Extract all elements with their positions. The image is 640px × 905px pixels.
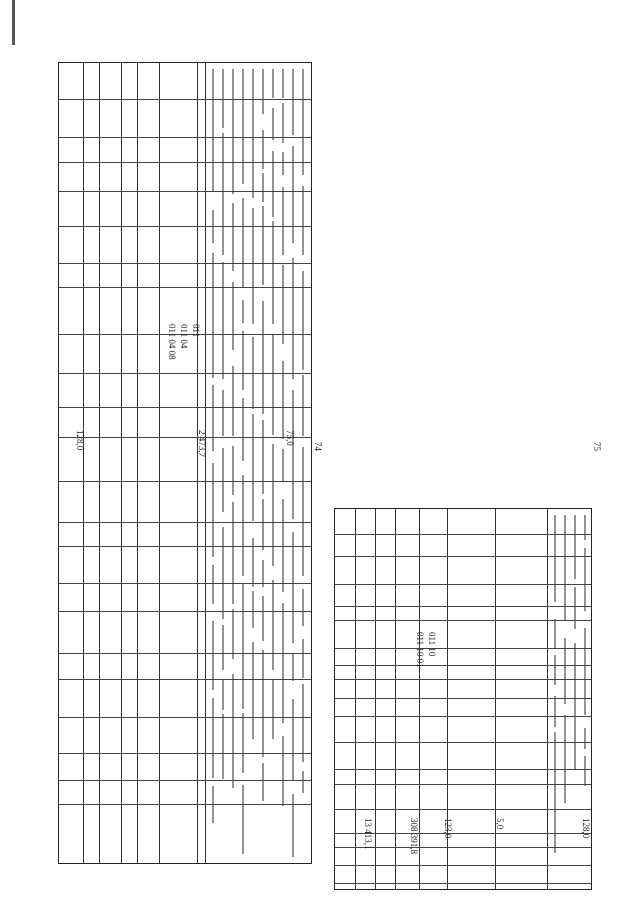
code-cell: 011 04 bbox=[179, 324, 189, 349]
text-line-stroke bbox=[292, 699, 294, 780]
text-line-stroke bbox=[232, 69, 234, 194]
amount-cell: 13 413,1 bbox=[363, 818, 373, 850]
text-line-stroke bbox=[252, 414, 254, 521]
text-line-stroke bbox=[564, 638, 566, 704]
text-line-stroke bbox=[242, 69, 244, 184]
text-line-stroke bbox=[584, 515, 586, 540]
text-line-stroke bbox=[302, 271, 304, 370]
text-line-stroke bbox=[222, 527, 224, 619]
code-cell: 011 10 bbox=[427, 632, 437, 657]
code-cell: 011 bbox=[191, 324, 201, 338]
text-line-stroke bbox=[554, 655, 556, 685]
text-line-stroke bbox=[212, 253, 214, 378]
text-line-stroke bbox=[282, 449, 284, 482]
text-line-stroke bbox=[252, 337, 254, 409]
text-line-stroke bbox=[262, 596, 264, 641]
text-line-stroke bbox=[302, 69, 304, 175]
code-cell: 011 04 08 bbox=[167, 324, 177, 360]
text-line-stroke bbox=[242, 584, 244, 709]
text-line-stroke bbox=[282, 603, 284, 723]
text-line-stroke bbox=[212, 463, 214, 557]
text-line-stroke bbox=[282, 736, 284, 806]
text-line-stroke bbox=[302, 771, 304, 793]
text-line-stroke bbox=[262, 763, 264, 801]
text-line-stroke bbox=[262, 301, 264, 414]
text-line-stroke bbox=[222, 448, 224, 512]
text-line-stroke bbox=[262, 206, 264, 285]
text-line-stroke bbox=[282, 361, 284, 439]
text-line-stroke bbox=[282, 499, 284, 592]
text-line-stroke bbox=[242, 785, 244, 854]
text-line-stroke bbox=[212, 565, 214, 604]
text-line-stroke bbox=[232, 502, 234, 604]
text-line-stroke bbox=[232, 366, 234, 436]
text-line-stroke bbox=[292, 69, 294, 135]
text-line-stroke bbox=[212, 786, 214, 823]
text-line-stroke bbox=[252, 208, 254, 324]
text-line-stroke bbox=[262, 173, 264, 202]
text-line-stroke bbox=[222, 390, 224, 436]
text-line-stroke bbox=[222, 680, 224, 710]
text-line-stroke bbox=[302, 447, 304, 576]
text-line-stroke bbox=[564, 715, 566, 803]
text-line-stroke bbox=[252, 591, 254, 628]
text-line-stroke bbox=[252, 538, 254, 587]
text-line-stroke bbox=[262, 69, 264, 114]
text-line-stroke bbox=[292, 653, 294, 681]
amount-cell: 2 473,7 bbox=[197, 430, 207, 457]
text-line-stroke bbox=[302, 684, 304, 762]
text-line-stroke bbox=[272, 108, 274, 140]
text-line-stroke bbox=[584, 728, 586, 749]
text-line-stroke bbox=[282, 187, 284, 255]
text-line-stroke bbox=[292, 532, 294, 643]
text-line-stroke bbox=[242, 300, 244, 323]
text-line-stroke bbox=[302, 589, 304, 626]
text-line-stroke bbox=[212, 385, 214, 451]
text-line-stroke bbox=[212, 698, 214, 778]
amount-cell: 128,0 bbox=[75, 430, 85, 451]
text-line-stroke bbox=[242, 331, 244, 390]
text-line-stroke bbox=[554, 696, 556, 727]
text-line-stroke bbox=[272, 444, 274, 566]
text-line-stroke bbox=[292, 146, 294, 243]
text-line-stroke bbox=[242, 398, 244, 461]
text-line-stroke bbox=[272, 151, 274, 217]
text-line-stroke bbox=[292, 390, 294, 519]
text-line-stroke bbox=[252, 642, 254, 739]
text-line-stroke bbox=[272, 221, 274, 324]
code-cell: 011 10 01 bbox=[415, 632, 425, 668]
text-line-stroke bbox=[222, 69, 224, 128]
text-line-stroke bbox=[282, 265, 284, 344]
amount-cell: 75,0 bbox=[285, 430, 295, 446]
text-line-stroke bbox=[232, 282, 234, 350]
text-line-stroke bbox=[212, 621, 214, 690]
text-line-stroke bbox=[242, 713, 244, 773]
text-line-stroke bbox=[302, 186, 304, 255]
text-line-stroke bbox=[282, 103, 284, 143]
text-line-stroke bbox=[564, 515, 566, 621]
amount-cell: 128,0 bbox=[581, 818, 591, 839]
text-line-stroke bbox=[212, 69, 214, 192]
text-line-stroke bbox=[242, 475, 244, 576]
text-line-stroke bbox=[584, 628, 586, 715]
text-line-stroke bbox=[222, 133, 224, 255]
text-line-stroke bbox=[262, 499, 264, 550]
text-line-stroke bbox=[292, 794, 294, 857]
text-line-stroke bbox=[262, 420, 264, 494]
text-line-stroke bbox=[272, 580, 274, 670]
text-line-stroke bbox=[554, 619, 556, 649]
left-page-number: 74 bbox=[313, 442, 323, 451]
text-line-stroke bbox=[282, 69, 284, 98]
text-line-stroke bbox=[212, 210, 214, 243]
amount-cell: 308 391,8 bbox=[409, 818, 419, 854]
text-line-stroke bbox=[554, 515, 556, 602]
text-line-stroke bbox=[232, 446, 234, 495]
amount-cell: 5,0 bbox=[495, 818, 505, 830]
text-line-stroke bbox=[252, 69, 254, 198]
text-line-stroke bbox=[292, 258, 294, 379]
text-line-stroke bbox=[262, 650, 264, 757]
text-line-stroke bbox=[302, 375, 304, 436]
text-line-stroke bbox=[262, 560, 264, 587]
text-line-stroke bbox=[282, 152, 284, 175]
text-line-stroke bbox=[272, 679, 274, 739]
text-line-stroke bbox=[242, 198, 244, 288]
text-line-stroke bbox=[232, 674, 234, 788]
amount-cell: 123,0 bbox=[443, 818, 453, 839]
text-line-stroke bbox=[302, 639, 304, 678]
left-page-table bbox=[58, 62, 312, 864]
right-page-number: 75 bbox=[592, 442, 602, 451]
text-line-stroke bbox=[222, 714, 224, 779]
text-line-stroke bbox=[584, 548, 586, 611]
text-line-stroke bbox=[272, 334, 274, 435]
text-line-stroke bbox=[554, 732, 556, 853]
text-line-stroke bbox=[574, 643, 576, 770]
text-line-stroke bbox=[222, 262, 224, 379]
text-line-stroke bbox=[232, 609, 234, 659]
text-line-stroke bbox=[222, 625, 224, 670]
text-line-stroke bbox=[262, 130, 264, 169]
text-line-stroke bbox=[584, 756, 586, 786]
text-line-stroke bbox=[574, 515, 576, 579]
text-line-stroke bbox=[272, 69, 274, 98]
text-line-stroke bbox=[574, 587, 576, 629]
text-line-stroke bbox=[232, 203, 234, 271]
